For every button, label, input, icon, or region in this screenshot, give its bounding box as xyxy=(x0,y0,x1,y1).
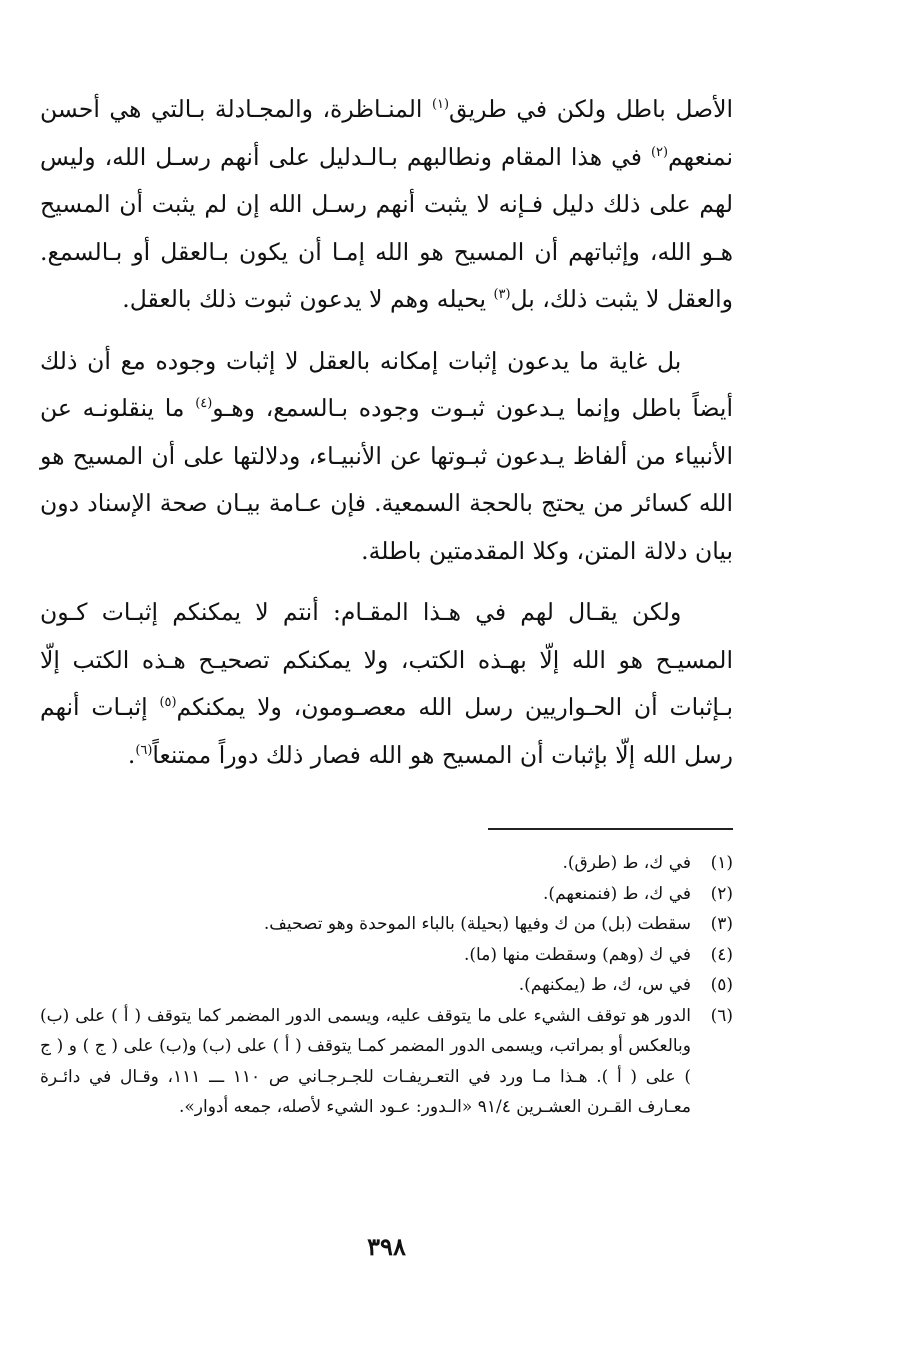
text-run: ولكن يقـال لهم في هـذا المقـام: أنتم لا يمكنكم إثبـات كـون المسيـح هو الله إلّا بهـذه الكتب، ولا يمكنكم تصحيـح هـذه الكتب إلّا بـإثبات أن الحـواريين رسل الله معصـومون، ولا يمكنكم xyxy=(40,598,733,721)
footnote-number: (٤) xyxy=(710,944,733,965)
footnote-2 xyxy=(40,879,733,910)
text-run: المنـاظرة، والمجـادلة بـالتي هي أحسن نمنعهم xyxy=(40,95,734,171)
footnote-text: سقطت (بل) من ك وفيها (بحيلة) بالباء الموحدة وهو تصحيف. xyxy=(263,914,691,934)
footnote-5 xyxy=(40,970,733,1001)
paragraph-1 xyxy=(40,86,733,324)
paragraph-2 xyxy=(40,338,733,576)
footnote-ref-3: (٣) xyxy=(493,287,511,303)
footnote-ref-5: (٥) xyxy=(159,695,177,711)
text-run: . xyxy=(127,740,136,769)
text-run: الأصل باطل ولكن في طريق xyxy=(449,95,734,123)
text-run: يحيله وهم لا يدعون ثبوت ذلك بالعقل. xyxy=(122,285,494,313)
book-page xyxy=(40,86,733,1357)
paragraph-3 xyxy=(40,589,733,779)
footnote-ref-2: (٢) xyxy=(650,144,668,160)
text-run: ما ينقلونـه عن الأنبياء من ألفاظ يـدعون ثبـوتها عن الأنبيـاء، ودلالتها على أن المسيح هو الله كسائر من يحتج بالحجة السمعية. فإن عـامة بيـان صحة الإسناد دون بيان دلالة المتن، وكلا المقدمتين باطلة. xyxy=(40,394,733,565)
footnote-text: في ك (وهم) وسقطت منها (ما). xyxy=(464,944,691,965)
page-number: ٣٩٨ xyxy=(367,1232,406,1261)
footnote-number: (٦) xyxy=(710,1005,733,1026)
main-text xyxy=(40,86,733,779)
footnote-text: في س، ك، ط (يمكنهم). xyxy=(518,975,691,995)
footnote-text: الدور هو توقف الشيء على ما يتوقف عليه، ويسمى الدور المضمر كما يتوقف ( أ ) على (ب) وبالعكس أو بمراتب، ويسمى الدور المضمر كمـا يتوقف ( أ ) على (ب) و(ب) على ( ج ) و ( ج ) على ( أ ). هـذا مـا ورد في التعـريفـات للجـرجـاني ص ١١٠ ـــ ١١١، وقـال في دائـرة معـارف القـرن العشـرين ٩١/٤ «الـدور: عـود الشيء لأصله، جمعه أدوار». xyxy=(40,1005,691,1117)
footnote-3 xyxy=(40,909,733,940)
footnotes xyxy=(40,848,733,1123)
footnote-text: في ك، ط (فنمنعهم). xyxy=(543,883,691,904)
footnote-text: في ك، ط (طرق). xyxy=(562,853,691,873)
footnote-number: (١) xyxy=(710,853,733,873)
text-run: في هذا المقام ونطالبهم بـالـدليل على أنهم رسـل الله، وليس لهم على ذلك دليل فـإنه لا يثبت أنهم رسـل الله إن لم يثبت أن المسيح هـو الله، وإثباتهم أن المسيح هو الله إمـا أن يكون بـالعقل أو بـالسمع. والعقل لا يثبت ذلك، بل xyxy=(40,142,733,313)
footnote-ref-4: (٤) xyxy=(195,396,213,412)
footnote-number: (٢) xyxy=(710,883,733,904)
footnote-divider xyxy=(488,828,733,830)
footnote-6 xyxy=(40,1001,733,1123)
footnote-number: (٥) xyxy=(710,975,733,995)
text-run: بل غاية ما يدعون إثبات إمكانه بالعقل لا إثبات وجوده مع أن ذلك أيضاً باطل وإنما يـدعون ثبـوت وجوده بـالسمع، وهـو xyxy=(40,346,733,422)
footnote-number: (٣) xyxy=(710,914,733,934)
footnote-1 xyxy=(40,848,733,879)
footnote-ref-1: (١) xyxy=(431,97,450,113)
footnote-4 xyxy=(40,940,733,971)
text-run: إثبـات أنهم رسل الله إلّا بإثبات أن المسيح هو الله فصار ذلك دوراً ممتنعاً xyxy=(40,693,733,769)
footnote-ref-6: (٦) xyxy=(135,742,153,758)
